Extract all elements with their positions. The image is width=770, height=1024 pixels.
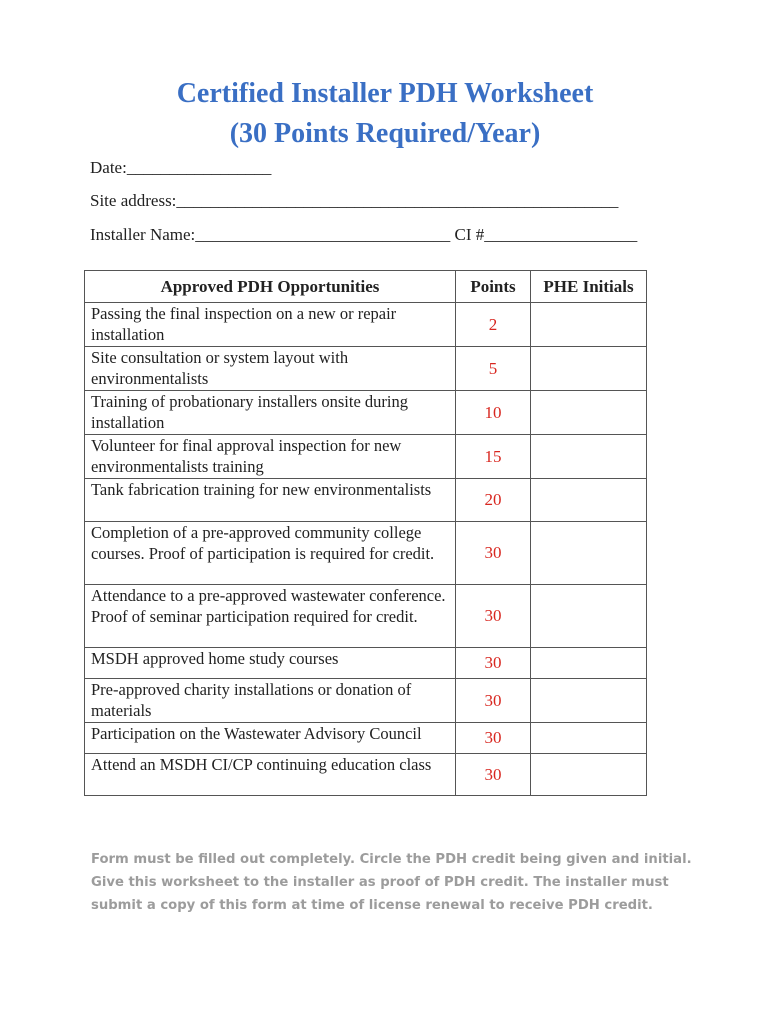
opportunity-cell: Attendance to a pre-approved wastewater conference. Proof of seminar participation required for credit. [85,585,456,648]
points-cell[interactable]: 10 [456,391,531,435]
initials-cell[interactable] [531,648,647,679]
table-row [85,754,647,796]
pdh-opportunities-table [84,270,647,796]
table-row [85,522,647,585]
header-opportunities: Approved PDH Opportunities [85,271,456,303]
opportunity-cell: Participation on the Wastewater Advisory Council [85,723,456,754]
table-row [85,723,647,754]
opportunity-cell: MSDH approved home study courses [85,648,456,679]
points-cell[interactable]: 5 [456,347,531,391]
initials-cell[interactable] [531,679,647,723]
opportunity-cell: Attend an MSDH CI/CP continuing education class [85,754,456,796]
instructions-line: Form must be filled out completely. Circle the PDH credit being given and initial. [91,852,692,867]
points-cell[interactable]: 30 [456,754,531,796]
opportunity-cell: Site consultation or system layout with environmentalists [85,347,456,391]
header-points: Points [456,271,531,303]
points-cell[interactable]: 2 [456,303,531,347]
points-cell[interactable]: 30 [456,679,531,723]
site-address-field[interactable]: Site address:____________________________________________________ [90,191,619,210]
opportunity-cell: Training of probationary installers onsite during installation [85,391,456,435]
table-row [85,347,647,391]
header-phe-initials: PHE Initials [531,271,647,303]
initials-cell[interactable] [531,723,647,754]
initials-cell[interactable] [531,585,647,648]
initials-cell[interactable] [531,303,647,347]
opportunity-cell: Volunteer for final approval inspection for new environmentalists training [85,435,456,479]
initials-cell[interactable] [531,435,647,479]
instructions-line: Give this worksheet to the installer as proof of PDH credit. The installer must [91,875,669,890]
table-row [85,391,647,435]
initials-cell[interactable] [531,522,647,585]
opportunity-cell: Pre-approved charity installations or donation of materials [85,679,456,723]
opportunity-cell: Passing the final inspection on a new or repair installation [85,303,456,347]
points-cell[interactable]: 30 [456,522,531,585]
initials-cell[interactable] [531,479,647,522]
date-field[interactable]: Date:_________________ [90,158,272,177]
initials-cell[interactable] [531,347,647,391]
points-cell[interactable]: 20 [456,479,531,522]
instructions-note [91,848,711,917]
table-header-row [85,271,647,303]
opportunity-cell: Tank fabrication training for new environmentalists [85,479,456,522]
table-row [85,435,647,479]
table-row [85,479,647,522]
opportunity-cell: Completion of a pre-approved community college courses. Proof of participation is required for credit. [85,522,456,585]
points-cell[interactable]: 30 [456,648,531,679]
initials-cell[interactable] [531,754,647,796]
page-title: Certified Installer PDH Worksheet [176,78,594,109]
points-cell[interactable]: 30 [456,723,531,754]
table-row [85,648,647,679]
table-row [85,585,647,648]
table-row [85,303,647,347]
installer-name-ci-field[interactable]: Installer Name:______________________________ CI #__________________ [90,225,638,244]
page-subtitle: (30 Points Required/Year) [229,118,541,149]
table-row [85,679,647,723]
points-cell[interactable]: 15 [456,435,531,479]
points-cell[interactable]: 30 [456,585,531,648]
instructions-line: submit a copy of this form at time of license renewal to receive PDH credit. [91,898,653,913]
initials-cell[interactable] [531,391,647,435]
